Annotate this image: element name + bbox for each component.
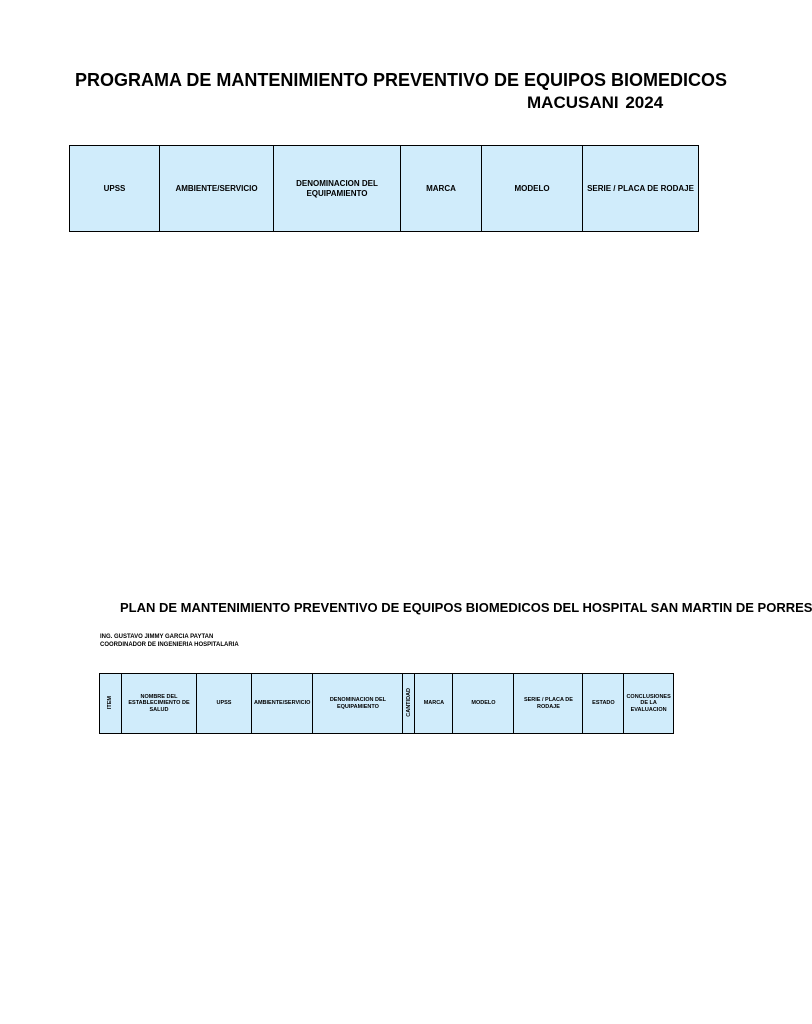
col-upss: UPSS <box>70 146 160 232</box>
col-serie-placa: SERIE / PLACA DE RODAJE <box>583 146 699 232</box>
col-cantidad <box>403 674 415 734</box>
col-upss: UPSS <box>197 674 252 734</box>
table-header-row <box>100 674 674 734</box>
col-nombre-establecimiento: NOMBRE DEL ESTABLECIMIENTO DE SALUD <box>122 674 197 734</box>
col-item <box>100 674 122 734</box>
col-ambiente-servicio: AMBIENTE/SERVICIO <box>160 146 274 232</box>
signatory-name: ING. GUSTAVO JIMMY GARCIA PAYTAN <box>100 634 214 640</box>
signatory-block <box>100 634 239 649</box>
col-conclusiones: CONCLUSIONES DE LA EVALUACION <box>624 674 673 734</box>
col-modelo: MODELO <box>453 674 514 734</box>
plan-title: PLAN DE MANTENIMIENTO PREVENTIVO DE EQUIPOS BIOMEDICOS DEL HOSPITAL SAN MARTIN DE PORRES <box>120 600 812 615</box>
col-serie-placa: SERIE / PLACA DE RODAJE <box>514 674 583 734</box>
col-marca: MARCA <box>415 674 453 734</box>
col-cantidad-label: CANTIDAD <box>405 687 412 717</box>
col-denominacion: DENOMINACION DEL EQUIPAMIENTO <box>274 146 401 232</box>
col-item-label: ITEM <box>107 695 114 709</box>
signatory-role: COORDINADOR DE INGENIERIA HOSPITALARIA <box>100 641 239 648</box>
program-subtitle: MACUSANI 2024 <box>527 93 664 112</box>
plan-table-header <box>99 673 674 734</box>
program-title: PROGRAMA DE MANTENIMIENTO PREVENTIVO DE EQUIPOS BIOMEDICOS <box>75 70 728 90</box>
col-modelo: MODELO <box>482 146 583 232</box>
equipment-table-header <box>69 145 699 232</box>
col-marca: MARCA <box>401 146 482 232</box>
table-header-row <box>70 146 699 232</box>
col-ambiente-servicio: AMBIENTE/SERVICIO <box>252 674 313 734</box>
col-denominacion: DENOMINACION DEL EQUIPAMIENTO <box>313 674 403 734</box>
col-estado: ESTADO <box>583 674 624 734</box>
